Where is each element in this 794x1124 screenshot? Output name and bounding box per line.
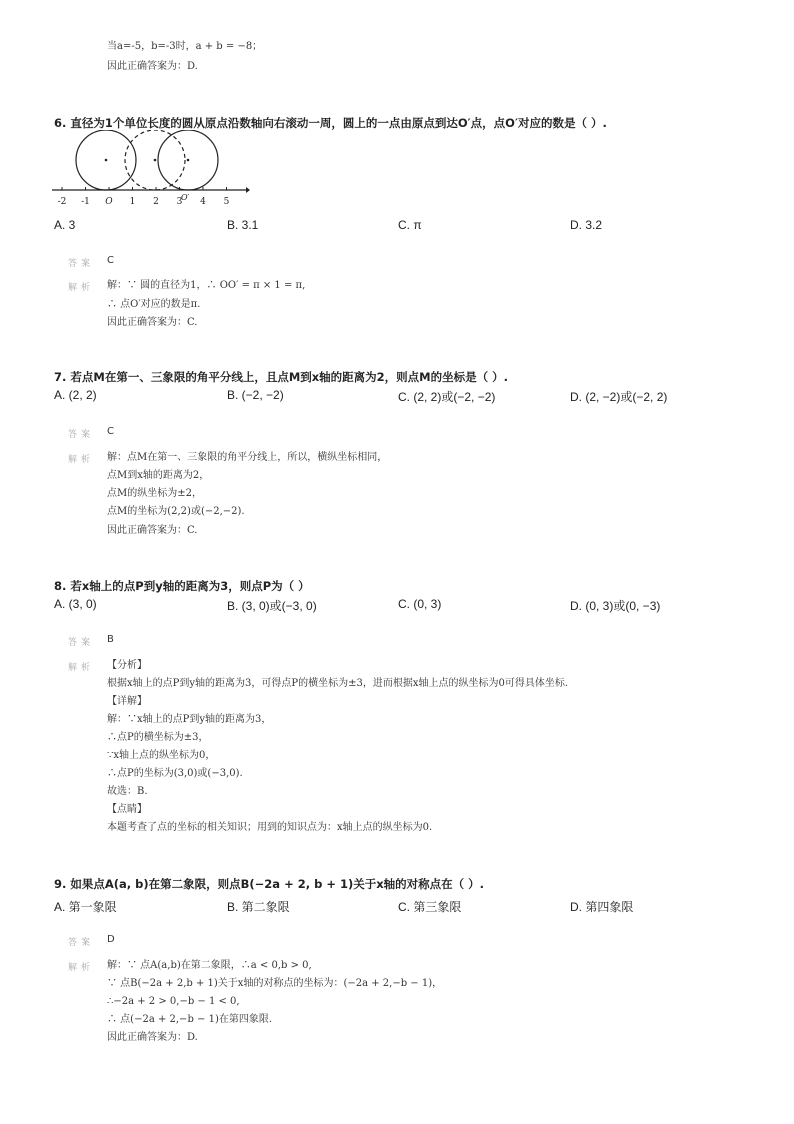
q7-analysis-line-2: 点M到x轴的距离为2， [107, 470, 210, 481]
q8-analysis-line-2: 根据x轴上的点P到y轴的距离为3，可得点P的横坐标为±3，进而根据x轴上点的纵坐标为0可得具体坐标. [107, 678, 569, 689]
q8-option-b[interactable]: B. (3, 0)或(−3, 0) [227, 599, 317, 613]
q9-analysis-line-3: ∴−2a + 2 > 0,−b − 1 < 0, [107, 996, 240, 1007]
q9-answer: D [107, 934, 115, 945]
q6-answer-label: 答案 [68, 259, 95, 269]
number-line-tick-label: O [105, 197, 113, 207]
q6-analysis-label: 解析 [68, 283, 95, 293]
q6-option-a[interactable]: A. 3 [54, 218, 76, 232]
q8-title: 8. 若x轴上的点P到y轴的距离为3，则点P为（ ） [54, 579, 310, 593]
number-line-tick-label: 2 [153, 197, 159, 207]
number-line-tick-label: 5 [223, 197, 230, 207]
q6-analysis-line-2: ∴ 点O′对应的数是π. [107, 299, 201, 310]
number-line-arrow [246, 187, 250, 193]
o-prime-label: O′ [181, 193, 190, 202]
q8-analysis-line-8: 故选：B. [107, 786, 148, 797]
q7-answer-label: 答案 [68, 430, 95, 440]
q6-option-c[interactable]: C. π [398, 218, 422, 232]
number-line-tick-label: 1 [129, 197, 136, 207]
number-line-tick-label: 4 [200, 197, 206, 207]
q8-answer-label: 答案 [68, 638, 95, 648]
q8-analysis-line-6: ∵x轴上点的纵坐标为0， [107, 750, 216, 761]
q5-line-1: 当a=-5，b=-3时，a + b = −8； [107, 41, 263, 52]
q8-analysis-label: 解析 [68, 663, 95, 673]
q8-analysis-line-4: 解：∵x轴上的点P到y轴的距离为3， [107, 714, 272, 725]
q9-answer-label: 答案 [68, 938, 95, 948]
q7-answer: C [107, 426, 114, 437]
q7-title: 7. 若点M在第一、三象限的角平分线上，且点M到x轴的距离为2，则点M的坐标是（ ）. [54, 370, 508, 384]
q7-analysis-label: 解析 [68, 455, 95, 465]
q7-analysis-line-5: 因此正确答案为：C. [107, 525, 198, 536]
q9-analysis-line-2: ∵ 点B(−2a + 2,b + 1)关于x轴的对称点的坐标为：(−2a + 2,−b − 1)， [107, 978, 443, 989]
q8-analysis-line-10: 本题考查了点的坐标的相关知识；用到的知识点为：x轴上点的纵坐标为0. [107, 822, 433, 833]
q9-option-a[interactable]: A. 第一象限 [54, 900, 117, 914]
q6-number-line-diagram [50, 130, 250, 210]
q9-option-d[interactable]: D. 第四象限 [570, 900, 634, 914]
q8-analysis-line-5: ∴点P的横坐标为±3， [107, 732, 209, 743]
q7-analysis-line-4: 点M的坐标为(2,2)或(−2,−2). [107, 506, 245, 517]
q6-answer: C [107, 255, 114, 266]
q6-title: 6. 直径为1个单位长度的圆从原点沿数轴向右滚动一周，圆上的一点由原点到达O′点，点O′对应的数是（ ）. [54, 116, 607, 130]
number-line-tick-label: 3 [176, 197, 183, 207]
q8-analysis-line-1: 【分析】 [107, 660, 147, 671]
q8-answer: B [107, 634, 114, 645]
q9-analysis-line-5: 因此正确答案为：D. [107, 1032, 198, 1043]
number-line-tick-label: -1 [81, 197, 90, 207]
number-line-labels [58, 197, 230, 207]
q9-option-b[interactable]: B. 第二象限 [227, 900, 290, 914]
q7-option-c[interactable]: C. (2, 2)或(−2, −2) [398, 390, 496, 404]
q7-analysis-line-3: 点M的纵坐标为±2， [107, 488, 202, 499]
q5-line-2: 因此正确答案为：D. [107, 61, 198, 72]
q8-option-c[interactable]: C. (0, 3) [398, 597, 442, 611]
q9-title: 9. 如果点A(a, b)在第二象限，则点B(−2a + 2, b + 1)关于x轴的对称点在（ ）. [54, 877, 485, 891]
q8-analysis-line-7: ∴点P的坐标为(3,0)或(−3,0). [107, 768, 243, 779]
q7-analysis-line-1: 解：点M在第一、三象限的角平分线上，所以，横纵坐标相同， [107, 452, 388, 463]
q8-option-d[interactable]: D. (0, 3)或(0, −3) [570, 599, 661, 613]
q6-analysis-line-3: 因此正确答案为：C. [107, 317, 198, 328]
circle-middle-center [154, 159, 157, 162]
q8-option-a[interactable]: A. (3, 0) [54, 597, 97, 611]
number-line-tick-label: -2 [57, 197, 67, 207]
q9-analysis-label: 解析 [68, 963, 95, 973]
q7-option-d[interactable]: D. (2, −2)或(−2, 2) [570, 390, 668, 404]
q8-analysis-line-3: 【详解】 [107, 696, 147, 707]
circle-end-center [187, 159, 190, 162]
q6-analysis-line-1: 解：∵ 圆的直径为1，∴ OO′ = π × 1 = π, [107, 280, 306, 291]
q9-option-c[interactable]: C. 第三象限 [398, 900, 462, 914]
q9-analysis-line-1: 解：∵ 点A(a,b)在第二象限，∴a < 0,b > 0, [107, 960, 312, 971]
q6-option-b[interactable]: B. 3.1 [227, 218, 259, 232]
q9-analysis-line-4: ∴ 点(−2a + 2,−b − 1)在第四象限. [107, 1014, 273, 1025]
q6-option-d[interactable]: D. 3.2 [570, 218, 603, 232]
q7-option-a[interactable]: A. (2, 2) [54, 388, 97, 402]
q8-analysis-line-9: 【点睛】 [107, 804, 147, 815]
circle-start-center [105, 159, 108, 162]
q7-option-b[interactable]: B. (−2, −2) [227, 388, 284, 402]
